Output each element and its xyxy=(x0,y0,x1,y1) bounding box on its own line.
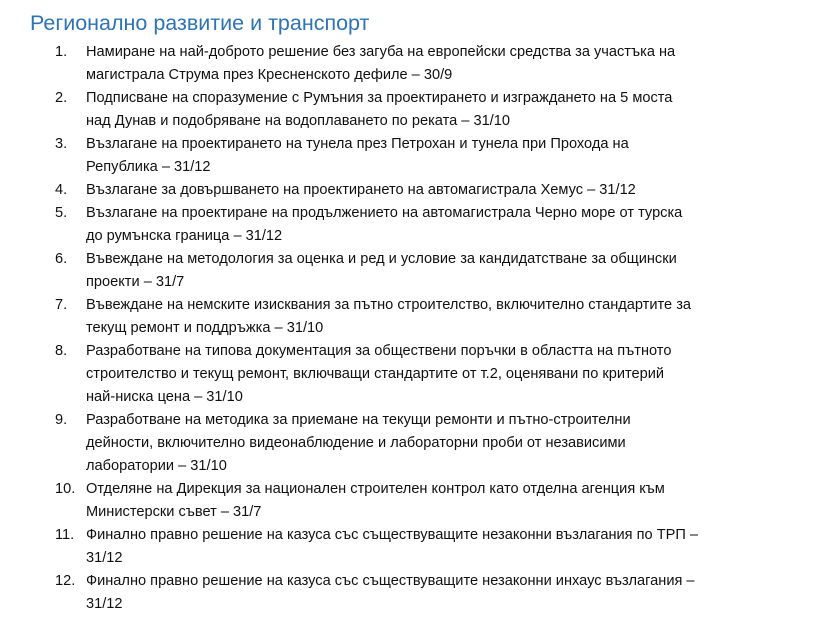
list-item-number: 11. xyxy=(55,527,75,543)
list-item xyxy=(0,478,826,524)
list-item xyxy=(0,179,826,202)
list-item-number: 12. xyxy=(55,573,76,589)
list-item xyxy=(0,202,826,248)
list-item-text: Въвеждане на немските изисквания за пътно строителство, включително стандартите за текущ ремонт и поддръжка – 31/10 xyxy=(86,297,692,336)
list-item-number: 10. xyxy=(55,481,76,497)
list-item-number: 7. xyxy=(55,297,68,313)
list-item-text: Разработване на типова документация за обществени поръчки в областта на пътното строителство и текущ ремонт, включващи стандартите от т.2, оценявани по критерий най-ниска цена – 31/10 xyxy=(86,343,672,405)
list-item xyxy=(0,133,826,179)
list-item-number: 9. xyxy=(55,412,68,428)
list-item-text: Въвеждане на методология за оценка и ред и условие за кандидатстване за общински проекти – 31/7 xyxy=(86,251,677,290)
list-item xyxy=(0,294,826,340)
list-item-text: Възлагане на проектирането на тунела през Петрохан и тунела при Прохода на Република – 31/12 xyxy=(86,136,629,175)
list-item-text: Подписване на споразумение с Румъния за проектирането и изграждането на 5 моста над Дунав и подобряване на водоплаването по реката – 31/10 xyxy=(86,90,673,129)
list-item-text: Възлагане на проектиране на продължението на автомагистрала Черно море от турска до румънска граница – 31/12 xyxy=(86,205,683,244)
list-item xyxy=(0,248,826,294)
list-item xyxy=(0,340,826,409)
list-item-number: 8. xyxy=(55,343,68,359)
list-item xyxy=(0,570,826,616)
list-item-text: Отделяне на Дирекция за национален строителен контрол като отделна агенция към Министерски съвет – 31/7 xyxy=(86,481,665,520)
list-item-text: Намиране на най-доброто решение без загуба на европейски средства за участъка на магистрала Струма през Кресненското дефиле – 30/9 xyxy=(86,44,676,83)
list-item-text: Разработване на методика за приемане на текущи ремонти и пътно-строителни дейности, включително видеонаблюдение и лабораторни проби от независими лаборатории – 31/10 xyxy=(86,412,631,474)
list-item-text: Възлагане за довършването на проектирането на автомагистрала Хемус – 31/12 xyxy=(86,182,636,198)
list-item-number: 2. xyxy=(55,90,68,106)
list-item xyxy=(0,524,826,570)
list-item-text: Финално правно решение на казуса със съществуващите незаконни възлагания по ТРП – 31/12 xyxy=(86,527,699,566)
list-item-number: 4. xyxy=(55,182,68,198)
list-item xyxy=(0,409,826,478)
list-item xyxy=(0,87,826,133)
list-item-number: 6. xyxy=(55,251,68,267)
list-item xyxy=(0,41,826,87)
section-heading: Регионално развитие и транспорт xyxy=(30,11,370,35)
list-item-number: 3. xyxy=(55,136,68,152)
list-item-number: 5. xyxy=(55,205,68,221)
numbered-list xyxy=(0,41,826,616)
list-item-text: Финално правно решение на казуса със съществуващите незаконни инхаус възлагания – 31/12 xyxy=(86,573,695,612)
list-item-number: 1. xyxy=(55,44,68,60)
